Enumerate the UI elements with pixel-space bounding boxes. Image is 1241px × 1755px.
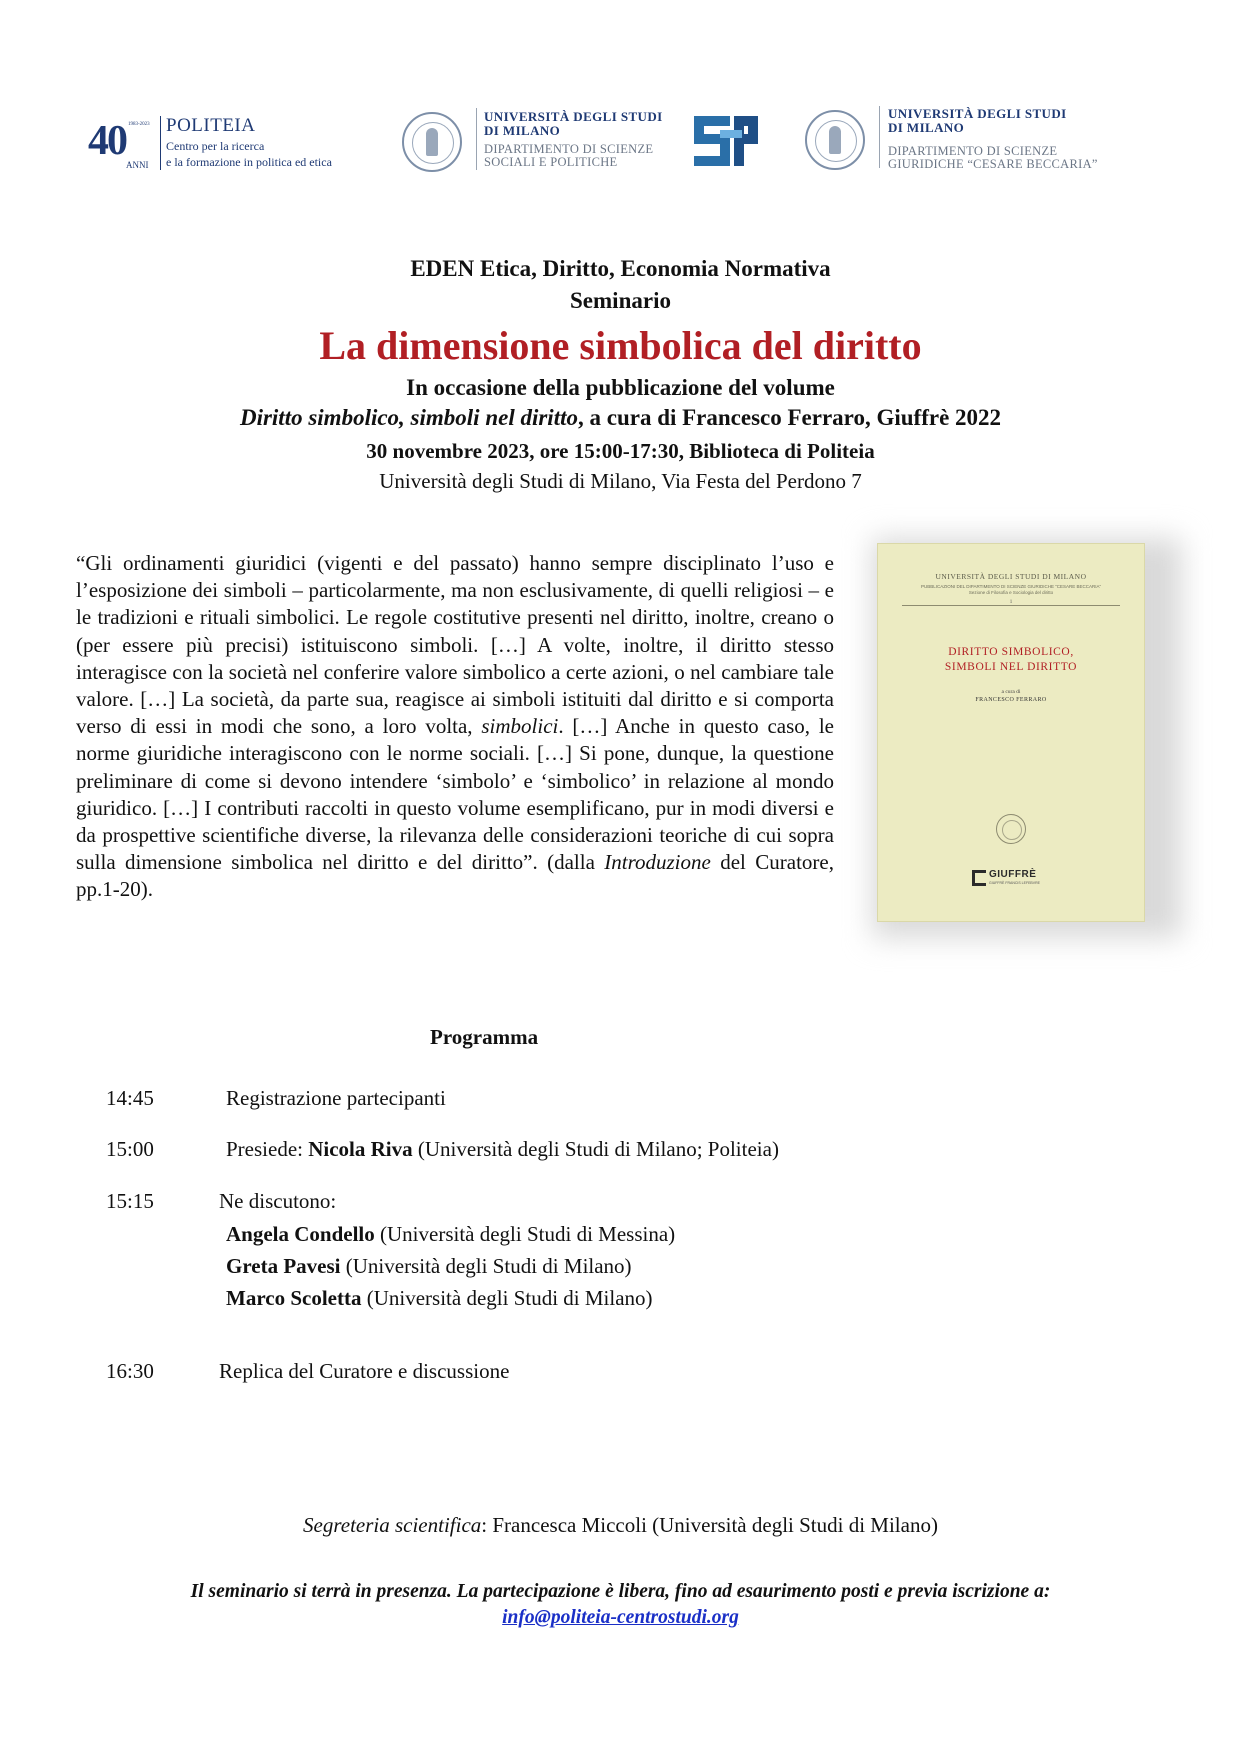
scientific-secretary	[0, 1513, 1241, 1538]
cover-title-line2: SIMBOLI NEL DIRITTO	[944, 661, 1078, 673]
unimi-social-divider	[476, 108, 477, 170]
unimi-social-dept-line2: SOCIALI E POLITICHE	[484, 155, 618, 169]
cover-publisher: GIUFFRÈ	[989, 869, 1037, 880]
cover-rule	[902, 605, 1120, 606]
unimi-legal-name-line1: UNIVERSITÀ DEGLI STUDI	[888, 106, 1067, 121]
politeia-subtitle-line2: e la formazione in politica ed etica	[166, 155, 332, 169]
book-cover	[878, 544, 1144, 921]
programme-item: Registrazione partecipanti	[226, 1086, 446, 1110]
book-line	[0, 405, 1241, 431]
speaker	[226, 1286, 653, 1311]
cover-university: UNIVERSITÀ DEGLI STUDI DI MILANO	[935, 572, 1087, 581]
chair-prefix: Presiede:	[226, 1137, 309, 1161]
programme-title: Programma	[430, 1025, 539, 1049]
politeia-subtitle	[166, 138, 332, 170]
unimi-legal-divider	[879, 106, 880, 168]
speaker-name: Marco Scoletta	[226, 1286, 362, 1310]
book-title: Diritto simbolico, simboli nel diritto	[239, 405, 578, 430]
quote-part-3: del Curatore, pp.1-20).	[76, 850, 834, 902]
cover-series	[898, 584, 1124, 596]
publisher-logo-icon	[972, 870, 986, 886]
unimi-legal-name-line2: DI MILANO	[888, 120, 965, 135]
book-details: , a cura di Francesco Ferraro, Giuffrè 2022	[577, 405, 1002, 430]
secretary-label: Segreteria scientifica	[303, 1513, 482, 1537]
chair-affiliation: (Università degli Studi di Milano; Politeia)	[412, 1137, 779, 1161]
politeia-name: POLITEIA	[166, 115, 256, 136]
speaker-affiliation: (Università degli Studi di Milano)	[361, 1286, 653, 1310]
politeia-subtitle-line1: Centro per la ricerca	[166, 139, 265, 153]
programme-item: Replica del Curatore e discussione	[219, 1359, 510, 1383]
politeia-40-years-logo	[88, 118, 152, 168]
chair-name: Nicola Riva	[308, 1137, 413, 1161]
speaker-affiliation: (Università degli Studi di Milano)	[340, 1254, 632, 1278]
unimi-legal-dept-line1: DIPARTIMENTO DI SCIENZE	[888, 144, 1058, 158]
programme-time: 15:15	[106, 1189, 154, 1213]
unimi-social-name	[484, 110, 663, 138]
speaker-name: Greta Pavesi	[226, 1254, 341, 1278]
unimi-seal-icon	[402, 112, 462, 172]
quote-part-2: . […] Anche in questo caso, le norme giuridiche interagiscono con le norme sociali. […] Si pone, dunque, la questione preliminare di come si devono intendere ‘simbolo’ e ‘simbolico’ in relazione al mondo giuridico. […] I contributi raccolti in questo volume esemplificano, pur in modi diversi e da prospettive scientifiche diverse, la rilevanza delle considerazioni teoriche di cui sopra sulla dimensione simbolica nel diritto e del diritto”. (dalla	[76, 714, 834, 875]
cover-series-line2: Sezione di Filosofia e Sociologia del diritto	[968, 590, 1054, 595]
secretary-text: : Francesca Miccoli (Università degli Studi di Milano)	[481, 1513, 938, 1537]
registration-email	[0, 1607, 1241, 1629]
cover-title	[878, 645, 1144, 675]
cover-curated-by: a cura di	[1001, 689, 1021, 695]
speaker	[226, 1254, 632, 1279]
event-type: Seminario	[570, 288, 671, 313]
programme-item: Ne discutono:	[219, 1189, 337, 1213]
programme-time: 14:45	[106, 1086, 154, 1110]
quote-part-1: “Gli ordinamenti giuridici (vigenti e del passato) hanno sempre disciplinato l’uso e l’esposizione dei simboli – particolarmente, ma non esclusivamente, di quelli religiosi – e le tradizioni e rituali simbolici. Le regole costitutive presenti nel diritto, inoltre, creano o (per essere più precisi) istituiscono simboli. […] A volte, inoltre, il diritto stesso interagisce con la società nel conferire valore simbolico a certe azioni, o nel cambiare tale valore. […] La società, da parte sua, reagisce ai simboli istituiti dal diritto e si comporta verso di essi in modi che sono, a loro volta,	[76, 551, 834, 739]
sps-logo-icon	[690, 110, 762, 172]
unimi-legal-dept	[888, 145, 1098, 171]
cover-series-line1: PUBBLICAZIONI DEL DIPARTIMENTO DI SCIENZE GIURIDICHE “CESARE BECCARIA”	[920, 584, 1102, 589]
cover-seal-icon	[996, 814, 1026, 844]
speaker	[226, 1222, 675, 1247]
email-link[interactable]: info@politeia-centrostudi.org	[502, 1607, 739, 1628]
quote-italic-2: Introduzione	[604, 850, 711, 875]
politeia-anniversary-number: 40	[88, 118, 126, 164]
speaker-affiliation: (Università degli Studi di Messina)	[374, 1222, 676, 1246]
unimi-legal-dept-line2: GIURIDICHE “CESARE BECCARIA”	[888, 157, 1098, 171]
cover-publisher-sub: GIUFFRÈ FRANCIS LEFEBVRE	[989, 881, 1040, 885]
book-quote	[76, 550, 834, 904]
unimi-social-dept-line1: DIPARTIMENTO DI SCIENZE	[484, 142, 654, 156]
occasion-line: In occasione della pubblicazione del volume	[406, 375, 835, 400]
unimi-legal-name	[888, 107, 1067, 135]
unimi-social-dept	[484, 143, 653, 169]
politeia-logo-divider	[160, 116, 161, 170]
cover-editor: FRANCESCO FERRARO	[975, 697, 1047, 703]
unimi-social-name-line2: DI MILANO	[484, 123, 561, 138]
event-date-time: 30 novembre 2023, ore 15:00-17:30, Biblioteca di Politeia	[366, 439, 875, 463]
cover-volume-number: 1	[1009, 600, 1013, 605]
programme-item	[226, 1137, 779, 1162]
unimi-seal-icon-2	[805, 110, 865, 170]
page-title: La dimensione simbolica del diritto	[319, 323, 922, 368]
politeia-anniversary-years: 1983-2023	[128, 122, 150, 127]
event-location: Università degli Studi di Milano, Via Festa del Perdono 7	[379, 469, 862, 493]
programme-time: 16:30	[106, 1359, 154, 1383]
politeia-anniversary-label: ANNI	[126, 160, 149, 170]
quote-italic-1: simbolici	[481, 714, 559, 739]
programme-time: 15:00	[106, 1137, 154, 1161]
speaker-name: Angela Condello	[226, 1222, 375, 1246]
series-title: EDEN Etica, Diritto, Economia Normativa	[410, 256, 831, 281]
cover-title-line1: DIRITTO SIMBOLICO,	[948, 646, 1074, 658]
registration-notice: Il seminario si terrà in presenza. La partecipazione è libera, fino ad esaurimento posti e previa iscrizione a:	[190, 1581, 1051, 1602]
unimi-social-name-line1: UNIVERSITÀ DEGLI STUDI	[484, 109, 663, 124]
